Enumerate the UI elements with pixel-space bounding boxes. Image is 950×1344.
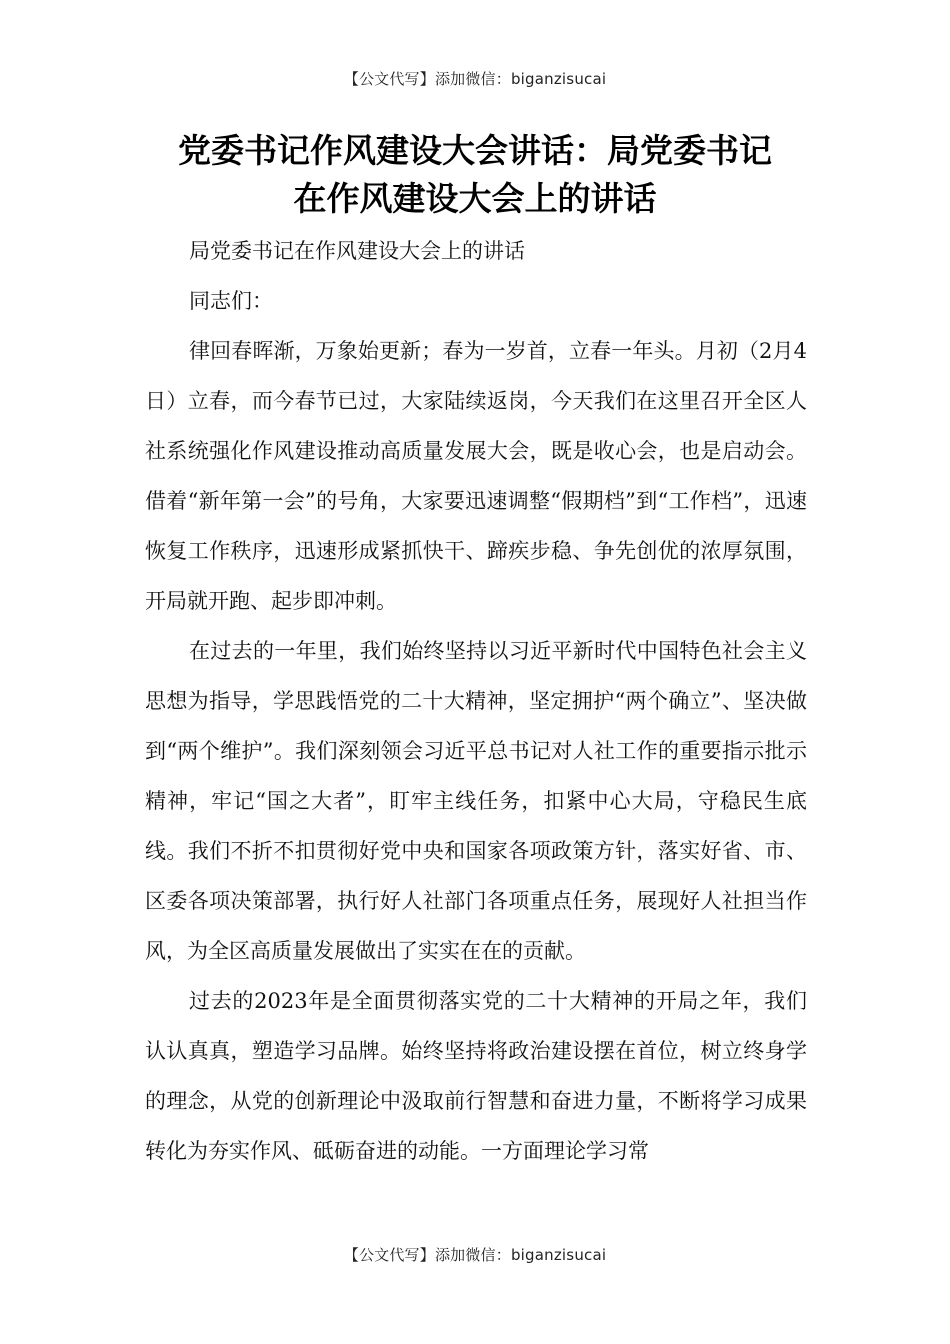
body-paragraph: 过去的2023年是全面贯彻落实党的二十大精神的开局之年，我们认认真真，塑造学习品牌。始终坚持将政治建设摆在首位，树立终身学的理念，从党的创新理论中汲取前行智慧和奋进力量，不断将学习成果转化为夯实作风、砥砺奋进的动能。一方面理论学习常 bbox=[145, 989, 807, 1163]
title-line-2: 在作风建设大会上的讲话 bbox=[293, 179, 657, 218]
subtitle-paragraph: 局党委书记在作风建设大会上的讲话 bbox=[189, 239, 525, 263]
body-paragraph: 律回春晖渐，万象始更新；春为一岁首，立春一年头。月初（2月4日）立春，而今春节已过，大家陆续返岗，今天我们在这里召开全区人社系统强化作风建设推动高质量发展大会，既是收心会，也是启动会。借着“新年第一会”的号角，大家要迅速调整“假期档”到“工作档”，迅速恢复工作秩序，迅速形成紧抓快干、蹄疾步稳、争先创优的浓厚氛围，开局就开跑、起步即冲刺。 bbox=[145, 339, 807, 613]
document-body bbox=[145, 226, 807, 1176]
header-note: 【公文代写】添加微信：biganzisucai bbox=[343, 70, 607, 88]
footer-note: 【公文代写】添加微信：biganzisucai bbox=[343, 1246, 607, 1264]
title-line-1: 党委书记作风建设大会讲话：局党委书记 bbox=[178, 131, 772, 170]
salutation-paragraph: 同志们： bbox=[189, 289, 273, 313]
document-title bbox=[0, 127, 950, 223]
body-paragraph: 在过去的一年里，我们始终坚持以习近平新时代中国特色社会主义思想为指导，学思践悟党的二十大精神，坚定拥护“两个确立”、坚决做到“两个维护”。我们深刻领会习近平总书记对人社工作的重要指示批示精神，牢记“国之大者”，盯牢主线任务，扣紧中心大局，守稳民生底线。我们不折不扣贯彻好党中央和国家各项政策方针，落实好省、市、区委各项决策部署，执行好人社部门各项重点任务，展现好人社担当作风，为全区高质量发展做出了实实在在的贡献。 bbox=[145, 639, 807, 963]
